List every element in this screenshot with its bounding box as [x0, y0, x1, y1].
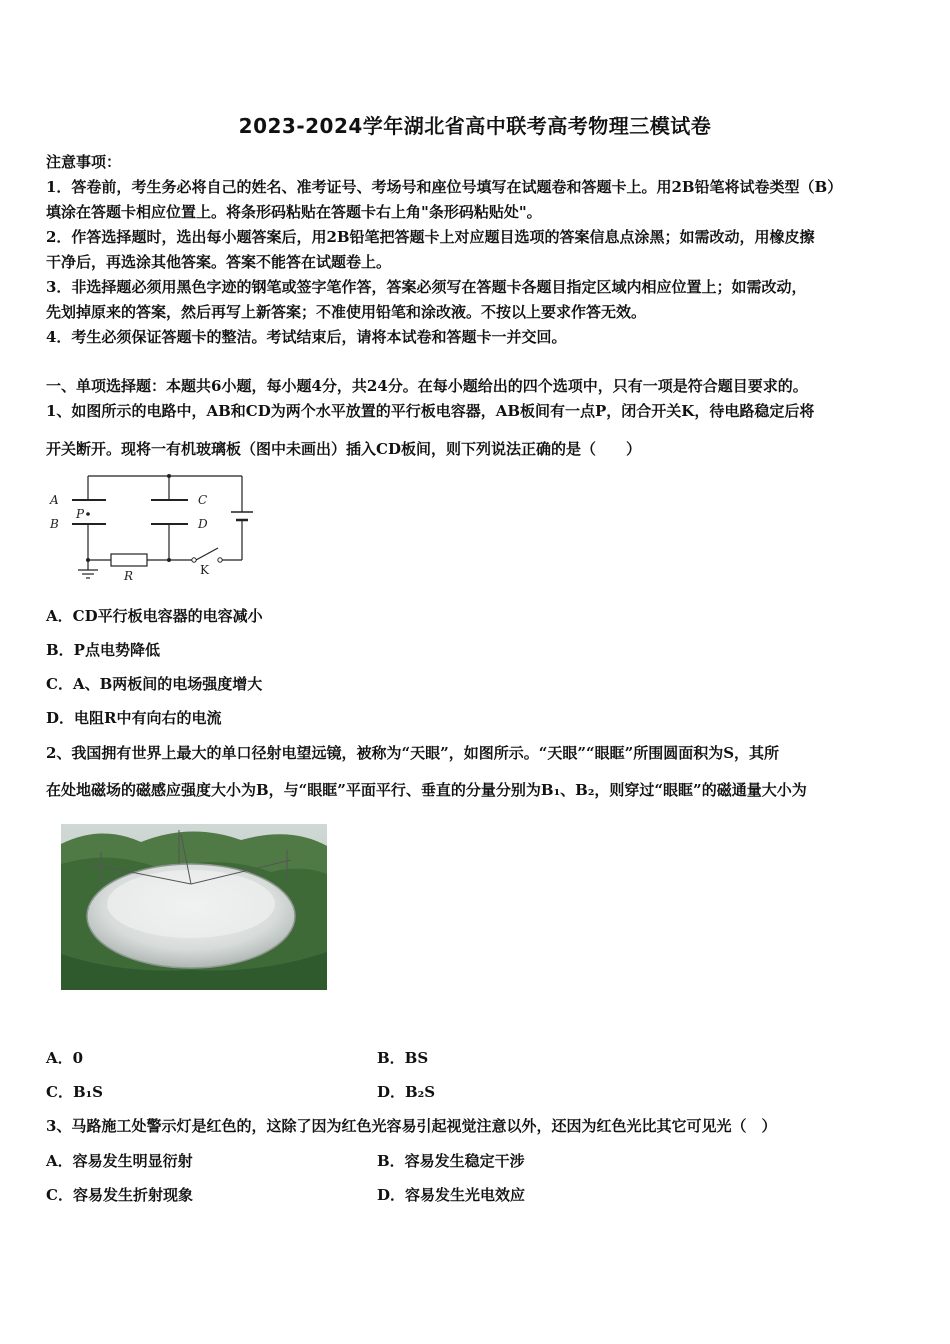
q2-option-d: D．B₂S [377, 1083, 436, 1101]
telescope-photo [61, 824, 327, 990]
q2-stem-line-1: 2、我国拥有世界上最大的单口径射电望远镜，被称为“天眼”，如图所示。“天眼”“眼眶”所围圆面积为S，其所 [46, 744, 780, 762]
q3-stem: 3、马路施工处警示灯是红色的，这除了因为红色光容易引起视觉注意以外，还因为红色光比其它可见光（ ） [46, 1117, 777, 1135]
q3-option-c: C．容易发生折射现象 [46, 1186, 193, 1204]
q1-option-a: A．CD平行板电容器的电容减小 [46, 607, 263, 625]
q2-option-b: B．BS [377, 1049, 429, 1067]
q2-stem-line-2: 在处地磁场的磁感应强度大小为B，与“眼眶”平面平行、垂直的分量分别为B₁、B₂，则穿过“眼眶”的磁通量大小为 [46, 781, 807, 799]
section-heading: 一、单项选择题：本题共6小题，每小题4分，共24分。在每小题给出的四个选项中，只有一项是符合题目要求的。 [46, 377, 808, 395]
notice-line-1: 1．答卷前，考生务必将自己的姓名、准考证号、考场号和座位号填写在试题卷和答题卡上。用2B铅笔将试卷类型（B） [46, 178, 843, 196]
q1-option-b: B．P点电势降低 [46, 641, 160, 659]
q3-option-b: B．容易发生稳定干涉 [377, 1152, 525, 1170]
notice-line-7: 4．考生必须保证答题卡的整洁。考试结束后，请将本试卷和答题卡一并交回。 [46, 328, 567, 346]
q2-option-a: A．0 [46, 1049, 84, 1067]
notice-line-2: 填涂在答题卡相应位置上。将条形码粘贴在答题卡右上角"条形码粘贴处"。 [46, 203, 542, 221]
circuit-label-p: P [76, 507, 85, 521]
q3-option-d: D．容易发生光电效应 [377, 1186, 526, 1204]
circuit-label-b: B [50, 517, 59, 531]
q2-option-c: C．B₁S [46, 1083, 104, 1101]
q1-option-c: C．A、B两板间的电场强度增大 [46, 675, 263, 693]
circuit-label-d: D [198, 517, 208, 531]
q1-stem-line-2: 开关断开。现将一有机玻璃板（图中未画出）插入CD板间，则下列说法正确的是（ ） [46, 440, 641, 458]
circuit-label-c: C [198, 493, 208, 507]
q1-option-d: D．电阻R中有向右的电流 [46, 709, 222, 727]
notice-line-3: 2．作答选择题时，选出每小题答案后，用2B铅笔把答题卡上对应题目选项的答案信息点涂黑；如需改动，用橡皮擦 [46, 228, 815, 246]
notice-heading: 注意事项： [46, 153, 122, 171]
page-title: 2023-2024学年湖北省高中联考高考物理三模试卷 [238, 114, 712, 138]
q3-option-a: A．容易发生明显衍射 [46, 1152, 193, 1170]
circuit-label-a: A [50, 493, 59, 507]
circuit-label-k: K [200, 563, 209, 577]
notice-line-5: 3．非选择题必须用黑色字迹的钢笔或签字笔作答，答案必须写在答题卡各题目指定区域内相应位置上；如需改动， [46, 278, 807, 296]
notice-line-4: 干净后，再选涂其他答案。答案不能答在试题卷上。 [46, 253, 392, 271]
notice-line-6: 先划掉原来的答案，然后再写上新答案；不准使用铅笔和涂改液。不按以上要求作答无效。 [46, 303, 647, 321]
circuit-label-r: R [124, 569, 134, 583]
q1-stem-line-1: 1、如图所示的电路中，AB和CD为两个水平放置的平行板电容器，AB板间有一点P，闭合开关K，待电路稳定后将 [46, 402, 815, 420]
q1-circuit-diagram [46, 470, 256, 585]
